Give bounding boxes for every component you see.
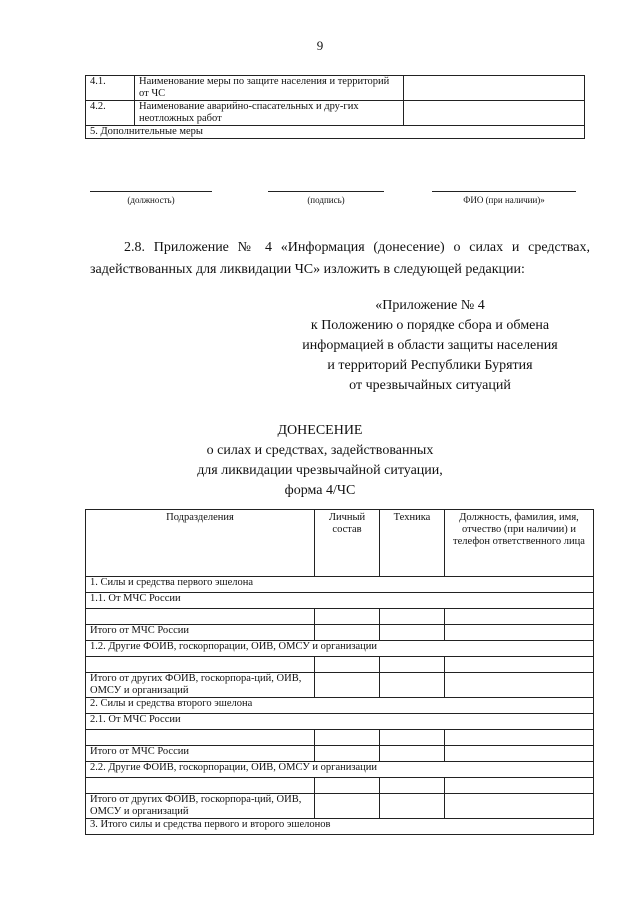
empty-cell: [86, 730, 315, 746]
table-row: [86, 794, 594, 819]
table-row: [86, 625, 594, 641]
table-row: [86, 819, 594, 835]
table-row: [86, 657, 594, 673]
row-number: 4.1.: [86, 76, 135, 101]
section-row: 2.1. От МЧС России: [86, 714, 594, 730]
table-row: [86, 609, 594, 625]
table-row: [86, 730, 594, 746]
section-row: 3. Итого силы и средства первого и второго эшелонов: [86, 819, 594, 835]
name-caption: ФИО (при наличии)»: [432, 191, 576, 205]
total-row-label: Итого от других ФОИВ, госкорпора-ций, ОИВ, ОМСУ и организаций: [86, 794, 315, 819]
table-row: [86, 714, 594, 730]
amendment-paragraph: 2.8. Приложение № 4 «Информация (донесение) о силах и средствах, задействованных для ликвидации ЧС» изложить в следующей редакции:: [90, 240, 590, 277]
table-row: [86, 593, 594, 609]
table-row: [86, 673, 594, 698]
appendix-line: и территорий Республики Бурятия: [327, 358, 533, 373]
table-row: [86, 698, 594, 714]
empty-cell: [445, 778, 594, 794]
empty-cell: [380, 609, 445, 625]
table-row: [86, 76, 585, 101]
total-row-label: Итого от МЧС России: [86, 746, 315, 762]
table-row: [86, 126, 585, 139]
table-row: [86, 641, 594, 657]
page-number: 9: [316, 38, 324, 53]
empty-cell: [86, 778, 315, 794]
total-row-label: Итого от МЧС России: [86, 625, 315, 641]
empty-cell: [86, 657, 315, 673]
empty-cell: [380, 730, 445, 746]
section-row: 2.2. Другие ФОИВ, госкорпорации, ОИВ, ОМСУ и организации: [86, 762, 594, 778]
section-row: 1.2. Другие ФОИВ, госкорпорации, ОИВ, ОМСУ и организации: [86, 641, 594, 657]
header-row: [86, 510, 594, 577]
signature-caption: (подпись): [268, 191, 384, 205]
empty-cell: [86, 609, 315, 625]
empty-cell: [380, 794, 445, 819]
header-personnel: Личный состав: [315, 510, 380, 577]
empty-cell: [404, 76, 585, 101]
empty-cell: [315, 625, 380, 641]
appendix-line: «Приложение № 4: [375, 298, 485, 313]
title-line: форма 4/ЧС: [284, 483, 356, 498]
header-responsible: Должность, фамилия, имя, отчество (при наличии) и телефон ответственного лица: [445, 510, 594, 577]
empty-cell: [380, 625, 445, 641]
table-row: [86, 577, 594, 593]
empty-cell: [380, 673, 445, 698]
table-row: [86, 101, 585, 126]
row-text: Наименование аварийно-спасательных и дру-гих неотложных работ: [135, 101, 404, 126]
forces-table: [85, 509, 594, 835]
empty-cell: [445, 657, 594, 673]
header-units: Подразделения: [86, 510, 315, 577]
empty-cell: [380, 778, 445, 794]
empty-cell: [380, 746, 445, 762]
appendix-header: [270, 296, 590, 396]
appendix-line: от чрезвычайных ситуаций: [349, 378, 511, 393]
table-row: [86, 746, 594, 762]
empty-cell: [315, 778, 380, 794]
additional-measures: 5. Дополнительные меры: [86, 126, 585, 139]
document-title: [0, 421, 640, 501]
table-row: [86, 762, 594, 778]
empty-cell: [315, 673, 380, 698]
section-row: 1. Силы и средства первого эшелона: [86, 577, 594, 593]
appendix-line: информацией в области защиты населения: [302, 338, 558, 353]
empty-cell: [315, 657, 380, 673]
empty-cell: [315, 609, 380, 625]
measures-table: [85, 75, 585, 139]
title-line: о силах и средствах, задействованных: [206, 443, 434, 458]
signature-block: [90, 191, 580, 215]
empty-cell: [445, 673, 594, 698]
empty-cell: [445, 730, 594, 746]
title-line: для ликвидации чрезвычайной ситуации,: [197, 463, 443, 478]
row-number: 4.2.: [86, 101, 135, 126]
table-row: [86, 778, 594, 794]
appendix-line: к Положению о порядке сбора и обмена: [310, 318, 550, 333]
empty-cell: [380, 657, 445, 673]
section-row: 2. Силы и средства второго эшелона: [86, 698, 594, 714]
empty-cell: [445, 609, 594, 625]
empty-cell: [315, 730, 380, 746]
empty-cell: [404, 101, 585, 126]
empty-cell: [315, 746, 380, 762]
empty-cell: [445, 746, 594, 762]
empty-cell: [315, 794, 380, 819]
empty-cell: [445, 625, 594, 641]
row-text: Наименование меры по защите населения и территорий от ЧС: [135, 76, 404, 101]
total-row-label: Итого от других ФОИВ, госкорпора-ций, ОИВ, ОМСУ и организаций: [86, 673, 315, 698]
empty-cell: [445, 794, 594, 819]
position-caption: (должность): [90, 191, 212, 205]
header-equipment: Техника: [380, 510, 445, 577]
section-row: 1.1. От МЧС России: [86, 593, 594, 609]
title-line: ДОНЕСЕНИЕ: [277, 423, 363, 438]
